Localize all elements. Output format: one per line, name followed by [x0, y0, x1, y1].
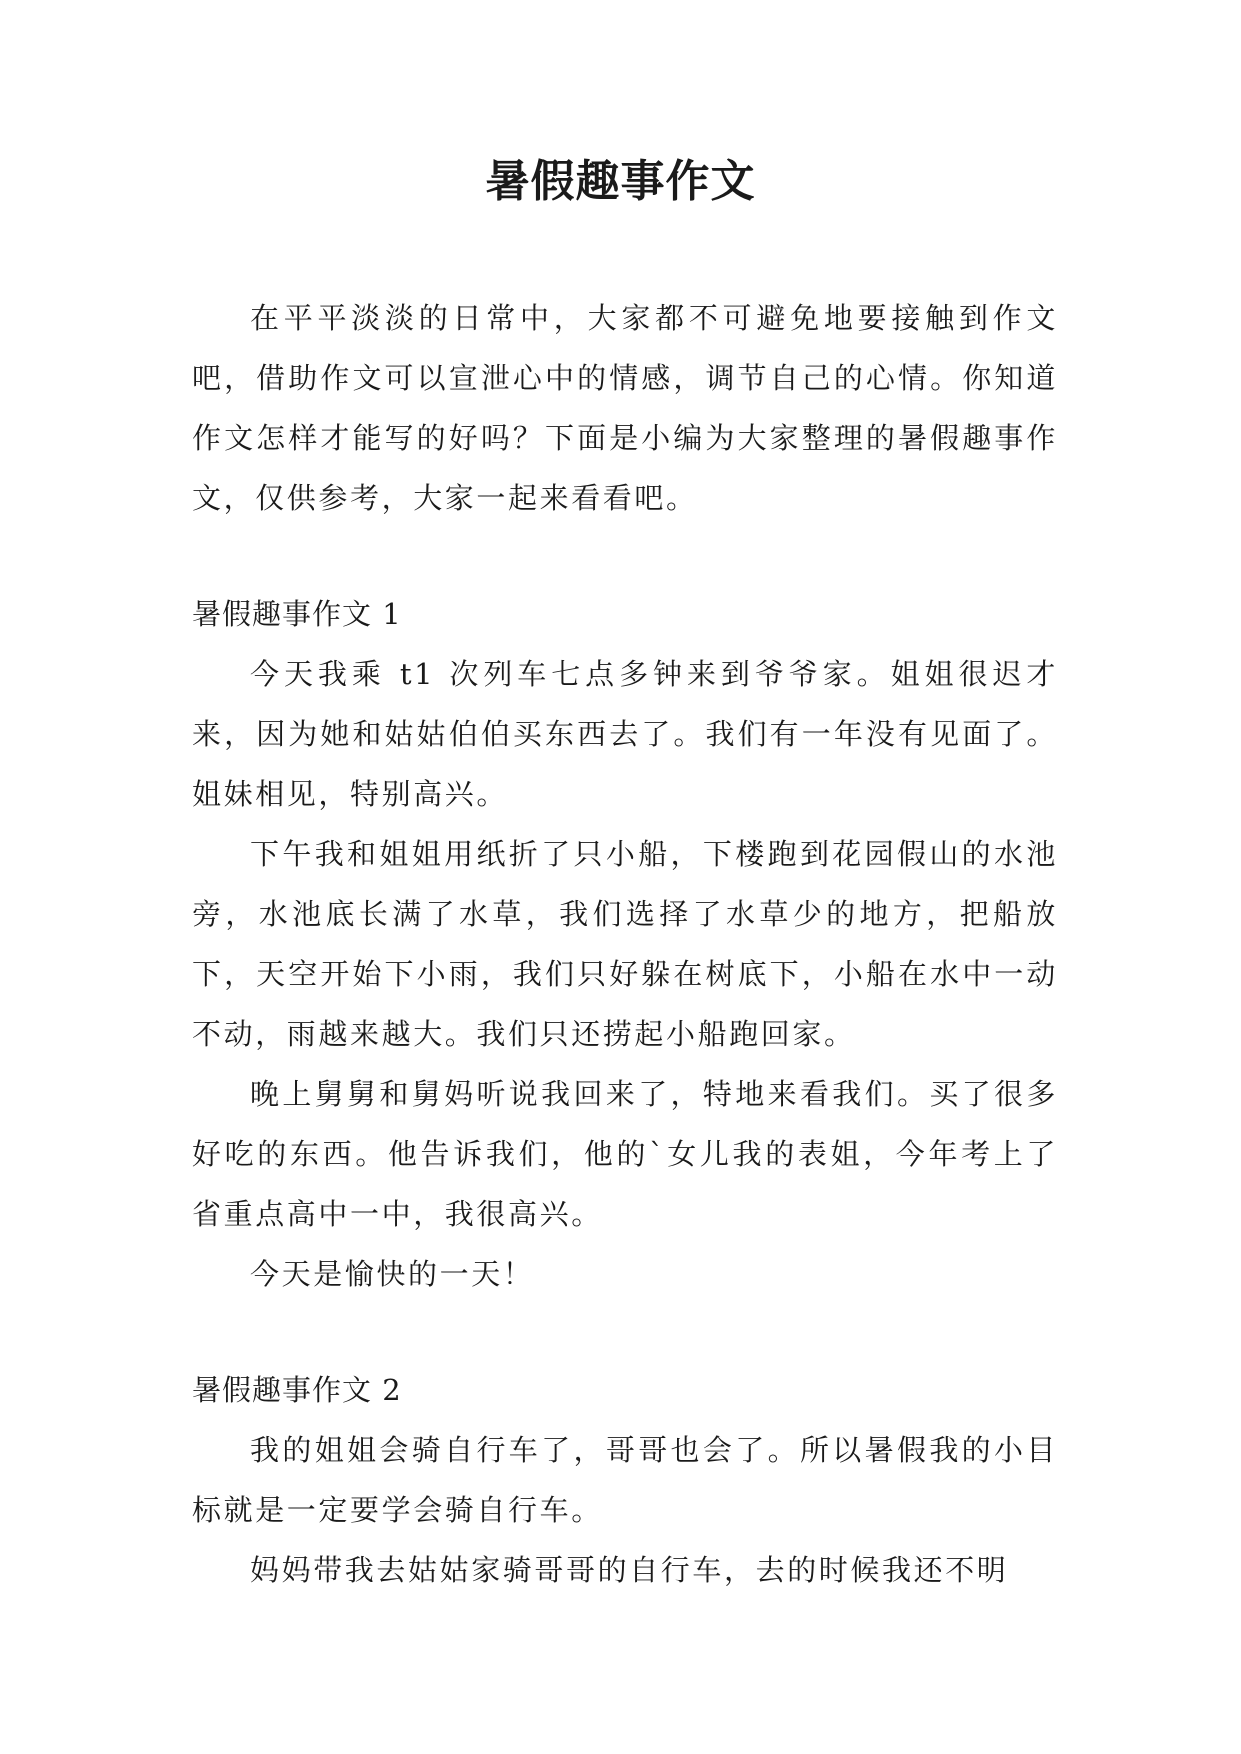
section-2-paragraph-1: 我的姐姐会骑自行车了，哥哥也会了。所以暑假我的小目标就是一定要学会骑自行车。 — [192, 1433, 1058, 1527]
section-heading-2: 暑假趣事作文 2 — [192, 1373, 402, 1407]
intro-paragraph: 在平平淡淡的日常中，大家都不可避免地要接触到作文吧，借助作文可以宣泄心中的情感，调节自己的心情。你知道作文怎样才能写的好吗？下面是小编为大家整理的暑假趣事作文，仅供参考，大家一起来看看吧。 — [192, 301, 1058, 515]
section-spacer — [192, 1304, 1058, 1360]
document-body — [192, 288, 1058, 1600]
document-title: 暑假趣事作文 — [485, 156, 756, 207]
section-spacer — [192, 528, 1058, 584]
section-1-paragraph-2: 下午我和姐姐用纸折了只小船，下楼跑到花园假山的水池旁，水池底长满了水草，我们选择了水草少的地方，把船放下，天空开始下小雨，我们只好躲在树底下，小船在水中一动不动，雨越来越大。我们只还捞起小船跑回家。 — [192, 837, 1058, 1051]
section-2-paragraph-2: 妈妈带我去姑姑家骑哥哥的自行车，去的时候我还不明 — [250, 1553, 1009, 1587]
section-1-paragraph-4: 今天是愉快的一天！ — [250, 1257, 535, 1291]
section-heading-1: 暑假趣事作文 1 — [192, 597, 402, 631]
section-1-paragraph-3: 晚上舅舅和舅妈听说我回来了，特地来看我们。买了很多好吃的东西。他告诉我们，他的`女儿我的表姐，今年考上了省重点高中一中，我很高兴。 — [192, 1077, 1058, 1231]
section-1-paragraph-1: 今天我乘 t1 次列车七点多钟来到爷爷家。姐姐很迟才来，因为她和姑姑伯伯买东西去了。我们有一年没有见面了。姐妹相见，特别高兴。 — [192, 657, 1058, 811]
